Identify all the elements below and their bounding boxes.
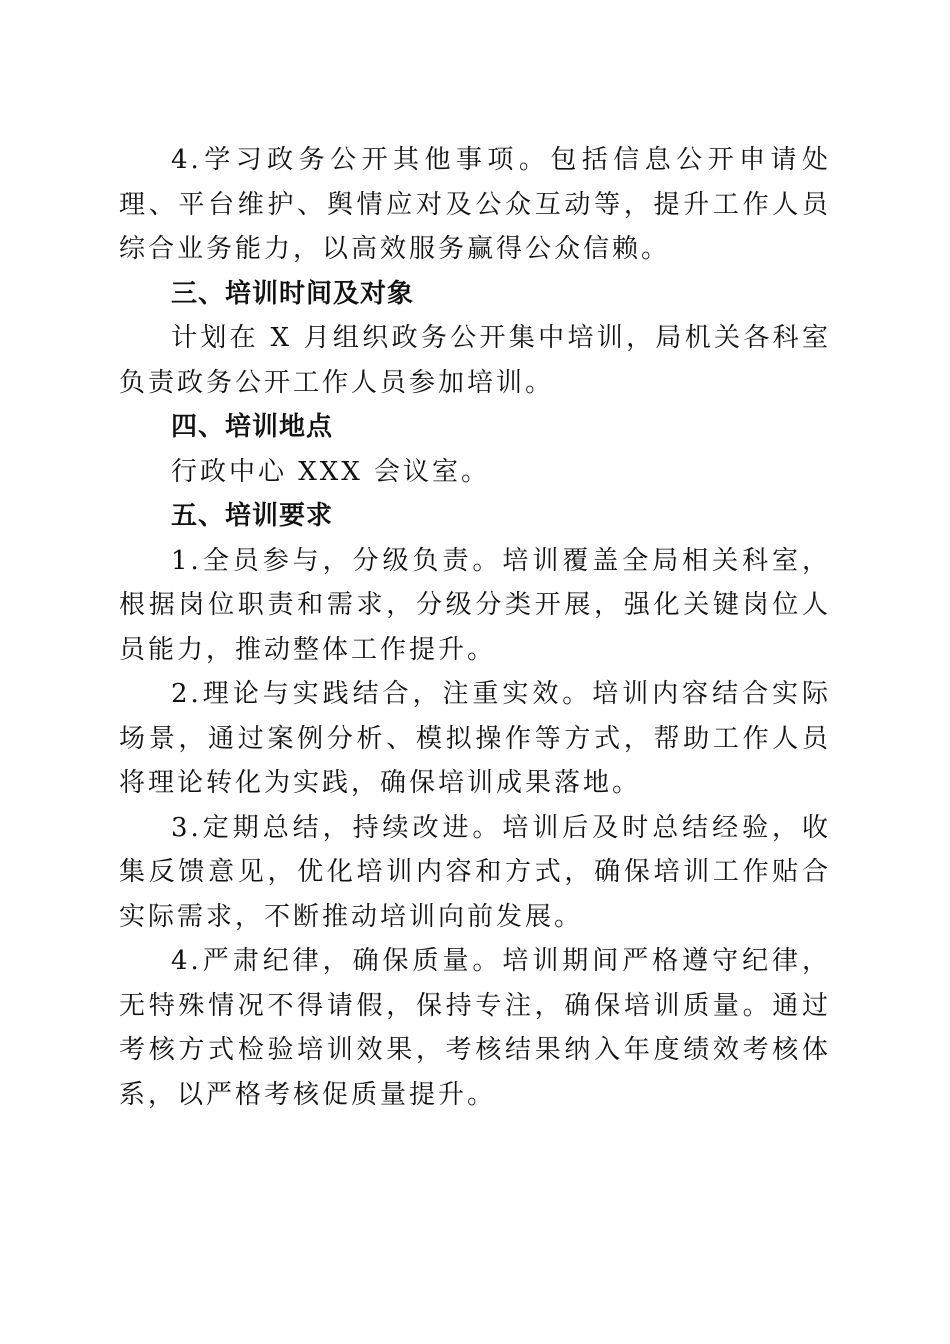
paragraph-requirement-4: 4.严肃纪律，确保质量。培训期间严格遵守纪律，无特殊情况不得请假，保持专注，确保培训质量。通过考核方式检验培训效果，考核结果纳入年度绩效考核体系，以严格考核促质量提升。 — [119, 946, 831, 1110]
paragraph-training-time: 计划在 X 月组织政务公开集中培训，局机关各科室负责政务公开工作人员参加培训。 — [119, 323, 831, 398]
paragraph-requirement-2: 2.理论与实践结合，注重实效。培训内容结合实际场景，通过案例分析、模拟操作等方式，帮助工作人员将理论转化为实践，确保培训成果落地。 — [119, 679, 831, 798]
paragraph-requirement-3: 3.定期总结，持续改进。培训后及时总结经验，收集反馈意见，优化培训内容和方式，确保培训工作贴合实际需求，不断推动培训向前发展。 — [119, 812, 831, 932]
document-body — [119, 138, 831, 1117]
paragraph-item-4-other-matters: 4.学习政务公开其他事项。包括信息公开申请处理、平台维护、舆情应对及公众互动等，提升工作人员综合业务能力，以高效服务赢得公众信赖。 — [119, 145, 831, 264]
paragraph-location: 行政中心 XXX 会议室。 — [171, 456, 491, 487]
section-heading-requirements: 五、培训要求 — [171, 501, 334, 531]
section-heading-location: 四、培训地点 — [171, 412, 334, 442]
section-heading-time-and-participants: 三、培训时间及对象 — [171, 278, 415, 309]
paragraph-requirement-1: 1.全员参与，分级负责。培训覆盖全局相关科室，根据岗位职责和需求，分级分类开展，强化关键岗位人员能力，推动整体工作提升。 — [119, 545, 831, 665]
